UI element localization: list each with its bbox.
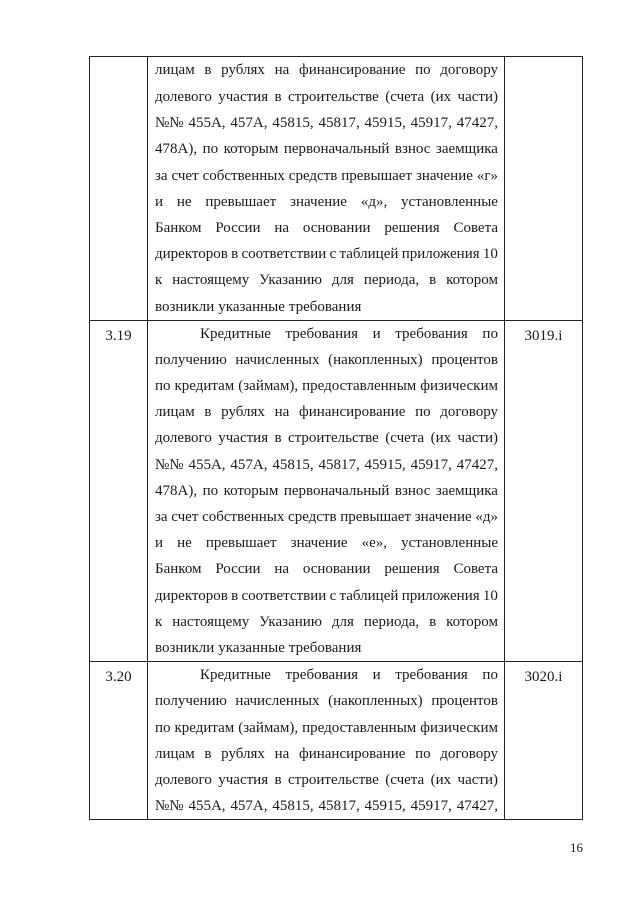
text-line: за счет собственных средств превышает значение «д» [155, 509, 498, 525]
page-number: 16 [570, 840, 583, 855]
text-line: лицам в рублях на финансирование по договору [155, 62, 498, 78]
text-line: №№ 455А, 457А, 45815, 45817, 45915, 45917, 47427, [155, 115, 498, 132]
text-line: Кредитные требования и требования по [200, 325, 498, 342]
row-description [148, 662, 505, 820]
text-line: долевого участия в строительстве (счета (их части) [155, 771, 498, 788]
row-code: 3020.i [505, 662, 583, 820]
text-line: за счет собственных средств превышает значение «г» [155, 167, 498, 184]
text-line: к настоящему Указанию для периода, в котором [155, 613, 498, 630]
text-line: получению начисленных (накопленных) процентов [155, 693, 498, 710]
text-line: возникли указанные требования [155, 639, 362, 656]
text-line: лицам в рублях на финансирование по договору [155, 745, 498, 762]
row-code [505, 57, 583, 321]
text-line: 478А), по которым первоначальный взнос заемщика [155, 482, 498, 499]
row-number [90, 57, 148, 321]
text-line: директоров в соответствии с таблицей приложения 10 [155, 587, 498, 604]
text-line: долевого участия в строительстве (счета (их части) [155, 430, 498, 447]
text-line: Банком России на основании решения Совета [155, 219, 498, 236]
text-line: лицам в рублях на финансирование по договору [155, 404, 498, 421]
text-line: долевого участия в строительстве (счета (их части) [155, 89, 498, 105]
text-line: к настоящему Указанию для периода, в котором [155, 272, 498, 289]
text-line: по кредитам (займам), предоставленным физическим [155, 719, 498, 736]
table-row [90, 320, 583, 661]
text-line: и не превышает значение «е», установленные [155, 535, 498, 552]
text-line: 478А), по которым первоначальный взнос заемщика [155, 141, 498, 158]
text-line: возникли указанные требования [155, 298, 362, 315]
table-row [90, 662, 583, 820]
text-line: директоров в соответствии с таблицей приложения 10 [155, 246, 498, 263]
text-line: Кредитные требования и требования по [200, 667, 498, 684]
requirements-table [89, 56, 583, 820]
row-description [148, 320, 505, 661]
row-number: 3.19 [90, 320, 148, 661]
row-code: 3019.i [505, 320, 583, 661]
text-line: получению начисленных (накопленных) процентов [155, 351, 498, 368]
text-line: №№ 455А, 457А, 45815, 45817, 45915, 45917, 47427, [155, 456, 498, 473]
row-number: 3.20 [90, 662, 148, 820]
text-line: по кредитам (займам), предоставленным физическим [155, 378, 498, 395]
table-row [90, 57, 583, 321]
text-line: и не превышает значение «д», установленные [155, 193, 498, 210]
text-line: №№ 455А, 457А, 45815, 45817, 45915, 45917, 47427, [155, 798, 498, 815]
row-description [148, 57, 505, 321]
table-body [90, 57, 583, 820]
text-line: Банком России на основании решения Совета [155, 561, 498, 578]
